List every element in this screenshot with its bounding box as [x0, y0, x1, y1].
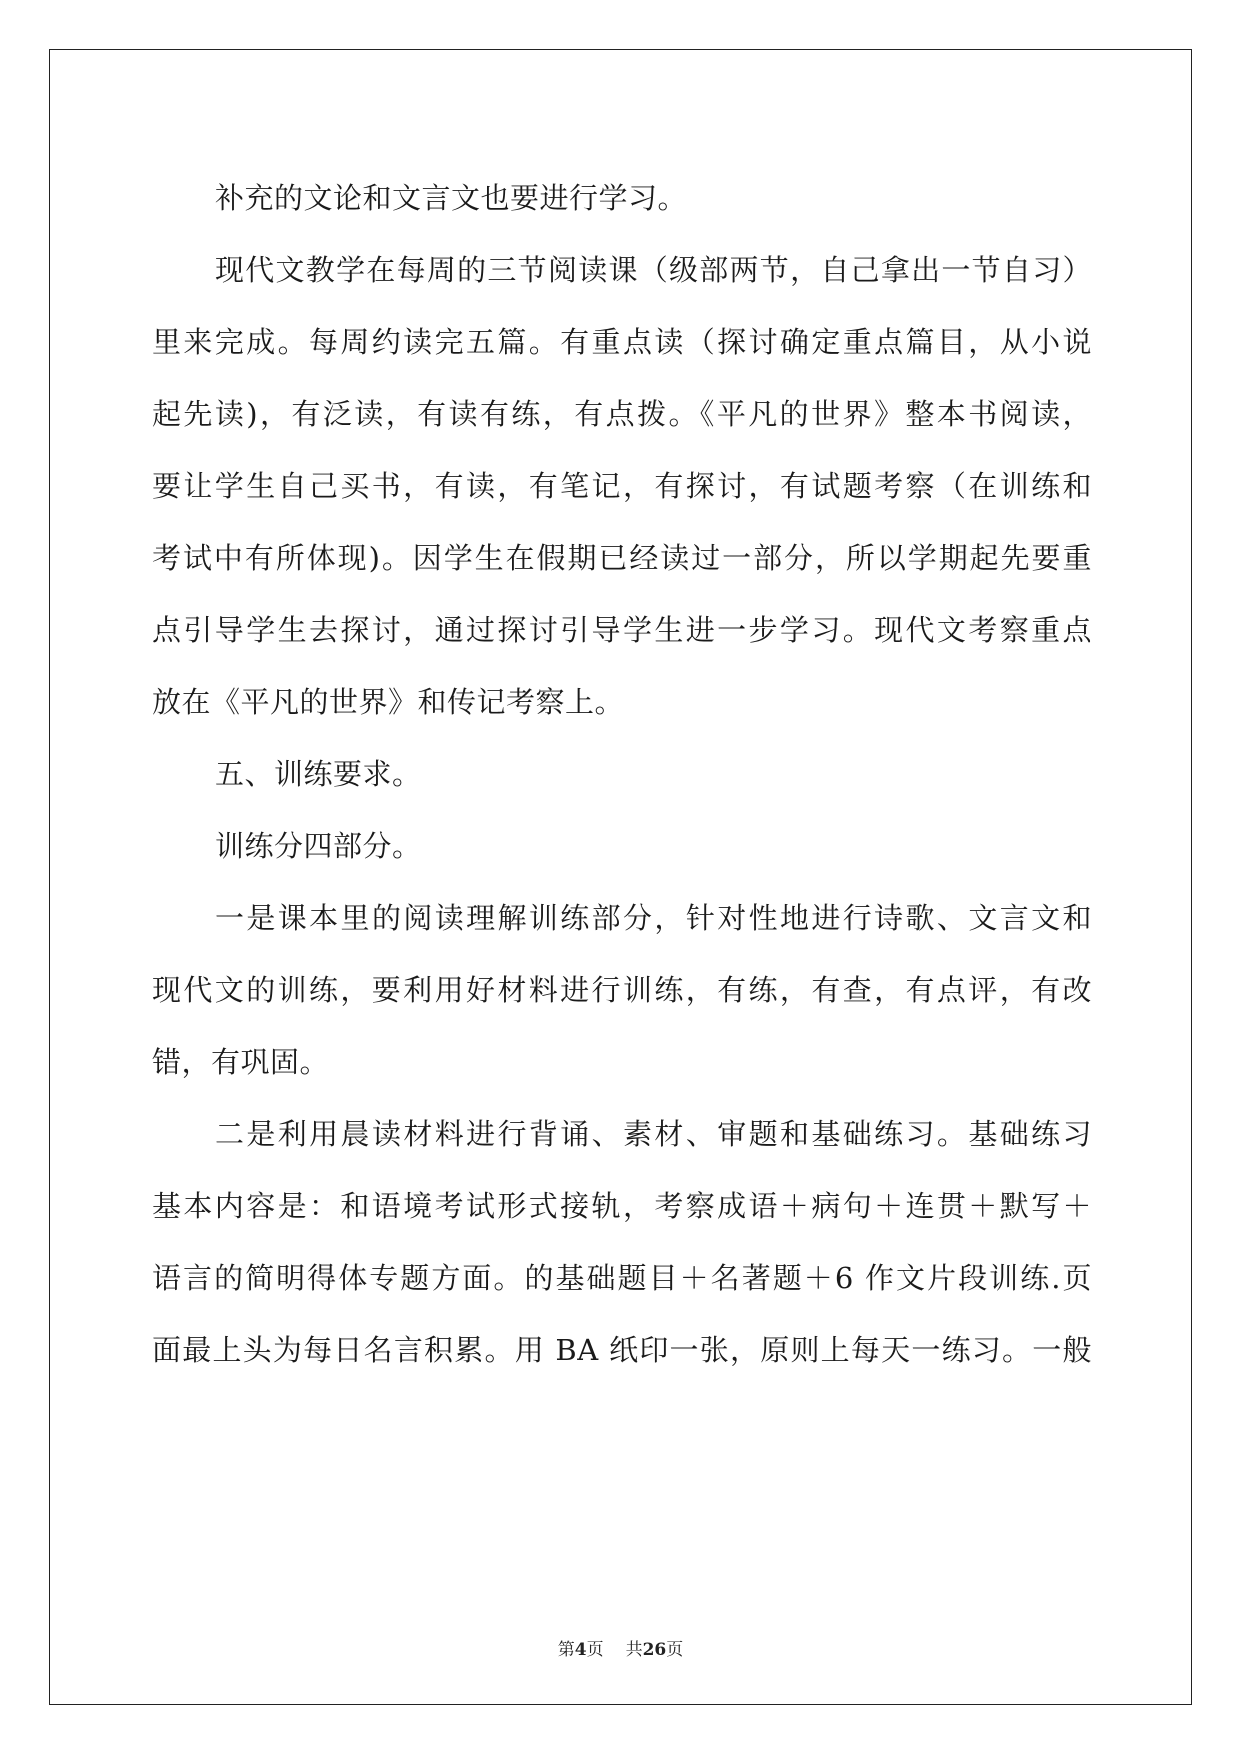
text-line: 里来完成。每周约读完五篇。有重点读（探讨确定重点篇目，从小说: [152, 325, 1092, 359]
text-line: 面最上头为每日名言积累。用 BA 纸印一张，原则上每天一练习。一般: [152, 1333, 1092, 1367]
text-line: 二是利用晨读材料进行背诵、素材、审题和基础练习。基础练习: [215, 1117, 1092, 1151]
text-line: 点引导学生去探讨，通过探讨引导学生进一步学习。现代文考察重点: [152, 613, 1092, 647]
footer-total-unit: 页: [666, 1640, 684, 1660]
text-line: 放在《平凡的世界》和传记考察上。: [152, 685, 625, 719]
footer-page-unit: 页: [586, 1640, 604, 1660]
text-line: 要让学生自己买书，有读，有笔记，有探讨，有试题考察（在训练和: [152, 469, 1092, 503]
text-line: 训练分四部分。: [215, 829, 422, 863]
footer-total-pages: 26: [642, 1640, 667, 1660]
text-line: 起先读)，有泛读，有读有练，有点拨。《平凡的世界》整本书阅读，: [152, 397, 1092, 431]
text-line: 现代文的训练，要利用好材料进行训练，有练，有查，有点评，有改: [152, 973, 1092, 1007]
text-line: 考试中有所体现)。因学生在假期已经读过一部分，所以学期起先要重: [152, 541, 1092, 575]
text-line: 错，有巩固。: [152, 1045, 330, 1079]
text-line: 现代文教学在每周的三节阅读课（级部两节，自己拿出一节自习）: [215, 253, 1092, 287]
text-line: 语言的简明得体专题方面。的基础题目＋名著题＋6 作文片段训练.页: [152, 1261, 1092, 1295]
footer-page-prefix: 第: [557, 1640, 575, 1660]
text-line: 五、训练要求。: [215, 757, 422, 791]
text-line: 补充的文论和文言文也要进行学习。: [215, 181, 688, 215]
page-footer: [0, 1635, 1241, 1660]
document-body: [152, 162, 1092, 1386]
footer-total-prefix: 共: [625, 1640, 643, 1660]
text-line: 基本内容是：和语境考试形式接轨，考察成语＋病句＋连贯＋默写＋: [152, 1189, 1092, 1223]
text-line: 一是课本里的阅读理解训练部分，针对性地进行诗歌、文言文和: [215, 901, 1092, 935]
footer-page-number: 4: [574, 1640, 587, 1660]
